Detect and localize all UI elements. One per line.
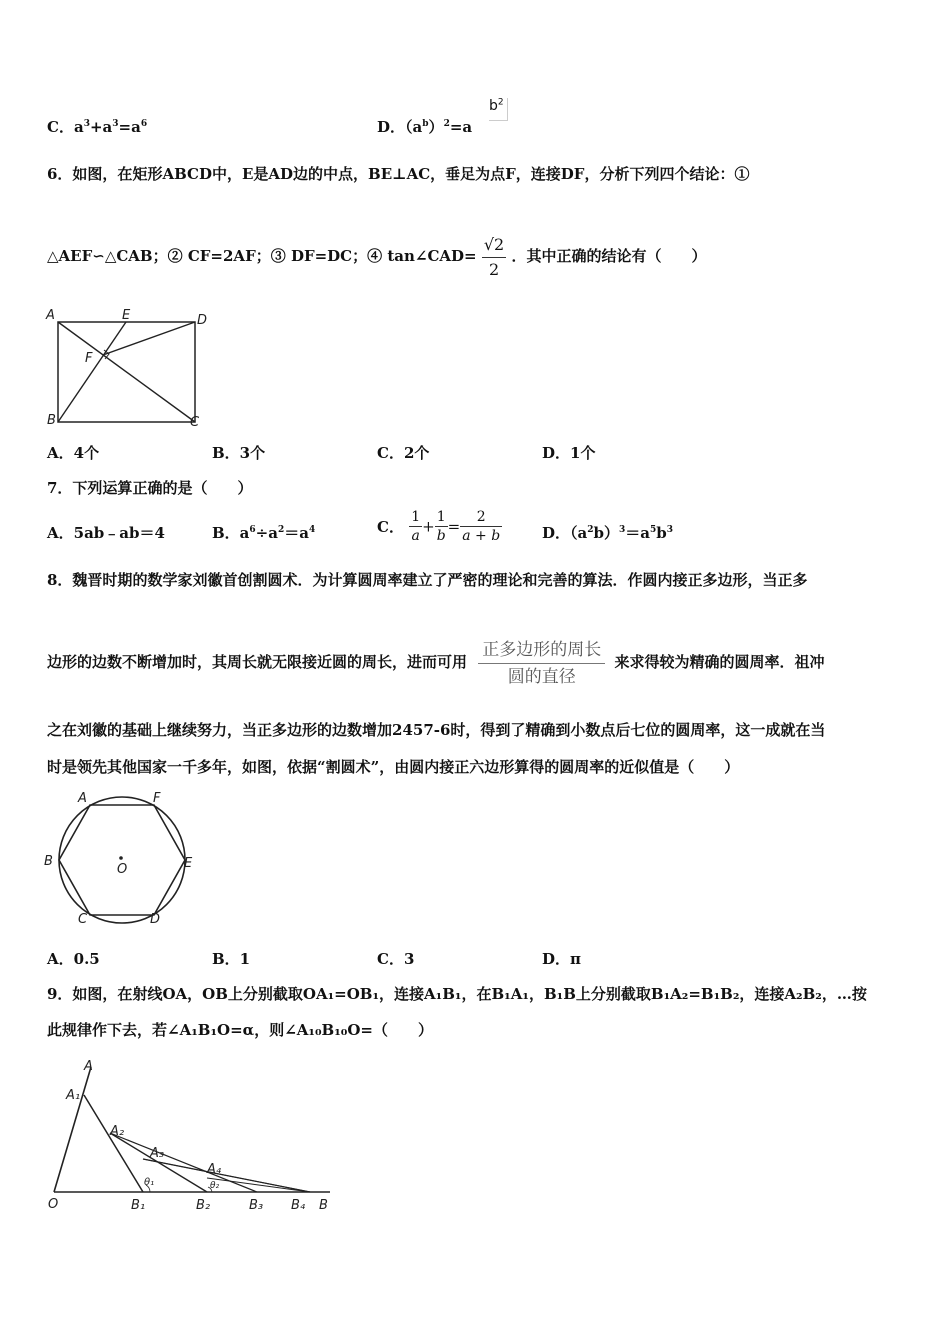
q5-d-exponent: $b^2$ [489,98,508,121]
fraction-2-over-a-plus-b: $\frac{2}{a + b}$ [462,509,501,544]
label-b: B [319,1198,328,1213]
label-d: D [197,313,208,328]
circumcircle [59,797,185,923]
label-a2: A₂ [110,1124,125,1139]
label-b1: B₁ [131,1198,146,1213]
fraction-1-over-b: $\frac{1}{b}$ [436,509,446,544]
label-d: D [150,912,161,927]
q5-option-d: D．$(a^b)^2=a$ [377,118,473,136]
pi-fraction: $\frac{\text{正多边形的周长}}{\text{圆的直径}}$ [478,637,605,690]
label-b2: B₂ [196,1198,211,1213]
q6-stem-line1: 6．如图，在矩形ABCD中，E是AD边的中点，BE⊥AC，垂足为点F，连接DF，分析下列四个结论：① [47,165,750,183]
q8-option-b: B．1 [212,950,251,968]
label-c: C [190,415,200,430]
label-o: O [48,1197,59,1212]
q8-option-d: D．π [542,950,581,968]
center-point [119,856,123,860]
q8-stem-line2: 边形的边数不断增加时，其周长就无限接近圆的周长，进而可用 $\frac{\text{正多边形的周长}}{\text{圆的直径}}$ 来求得较为精确的圆周率．祖冲 [47,627,825,697]
q8-stem-line1: 8．魏晋时期的数学家刘徽首创割圆术．为计算圆周率建立了严密的理论和完善的算法．作圆内接正多边形，当正多 [47,571,808,589]
label-o: O [117,862,128,877]
q8-stem-line3: 之在刘徽的基础上继续努力，当正多边形的边数增加2457-6时，得到了精确到小数点后七位的圆周率，这一成就在当 [47,721,826,739]
q6-rectangle-figure [40,302,220,432]
label-a: A [84,1059,93,1074]
label-a1: A₁ [66,1088,81,1103]
q6-option-c: C．2个 [377,444,430,462]
q7-option-b: B．$a^6\div a^2=a^4$ [212,524,316,542]
q7-option-c: C． $\frac{1}{a}$ + $\frac{1}{b}$ = $\frac{2}{a + b}$ [377,509,501,544]
label-a3: A₃ [150,1146,165,1161]
q9-stem-line2: 此规律作下去，若∠A₁B₁O=α，则∠A₁₀B₁₀O=（ ） [47,1021,434,1039]
q9-rays-figure [40,1055,340,1220]
label-e: E [184,856,193,871]
regular-hexagon [59,805,185,915]
segment-ac [58,322,195,422]
q8-stem-line4: 时是领先其他国家一千多年，如图，依据“割圆术”，由圆内接正六边形算得的圆周率的近似值是（ ） [47,758,740,776]
label-f: F [85,351,93,366]
q5-option-c: C．$a^3+a^3=a^6$ [47,118,148,136]
label-theta1: θ₁ [144,1177,155,1188]
q7-option-d: D．$(a^2b)^3=a^5b^3$ [542,524,674,542]
fraction-1-over-a: $\frac{1}{a}$ [411,509,421,544]
q6-option-d: D．1个 [542,444,596,462]
label-f: F [153,791,161,806]
segment-df [103,322,195,355]
label-b3: B₃ [249,1198,264,1213]
q7-option-a: A．5ab﹣ab＝4 [47,524,165,542]
segment-a2-a3 [110,1133,257,1192]
segment-a1b1 [84,1095,143,1192]
segment-a2b2 [143,1159,310,1192]
q6-option-a: A．4个 [47,444,100,462]
label-a4: A₄ [207,1162,222,1177]
segment-a4b4 [207,1178,310,1192]
label-b: B [44,854,53,869]
label-b4: B₄ [291,1198,306,1213]
q8-hexagon-figure [40,786,210,928]
label-e: E [122,308,131,323]
q6-stem-line2: △AEF∽△CAB；② CF=2AF；③ DF=DC；④ tan∠CAD= $\frac{√2}{2}$ ．其中正确的结论有（ ） [47,226,706,286]
segment-be [58,322,126,422]
q9-stem-line1: 9．如图，在射线OA，OB上分别截取OA₁=OB₁，连接A₁B₁，在B₁A₁，B₁B上分别截取B₁A₂=B₁B₂，连接A₂B₂，…按 [47,985,867,1003]
label-a: A [78,791,87,806]
label-a: A [46,308,55,323]
label-theta2: θ₂ [210,1181,220,1191]
ray-oa [54,1067,91,1192]
label-b: B [47,413,56,428]
label-c: C [78,912,88,927]
q8-option-a: A．0.5 [47,950,100,968]
tan-fraction: $\frac{√2}{2}$ [483,234,505,279]
q6-option-b: B．3个 [212,444,266,462]
q7-stem: 7．下列运算正确的是（ ） [47,479,253,497]
q8-option-c: C．3 [377,950,415,968]
